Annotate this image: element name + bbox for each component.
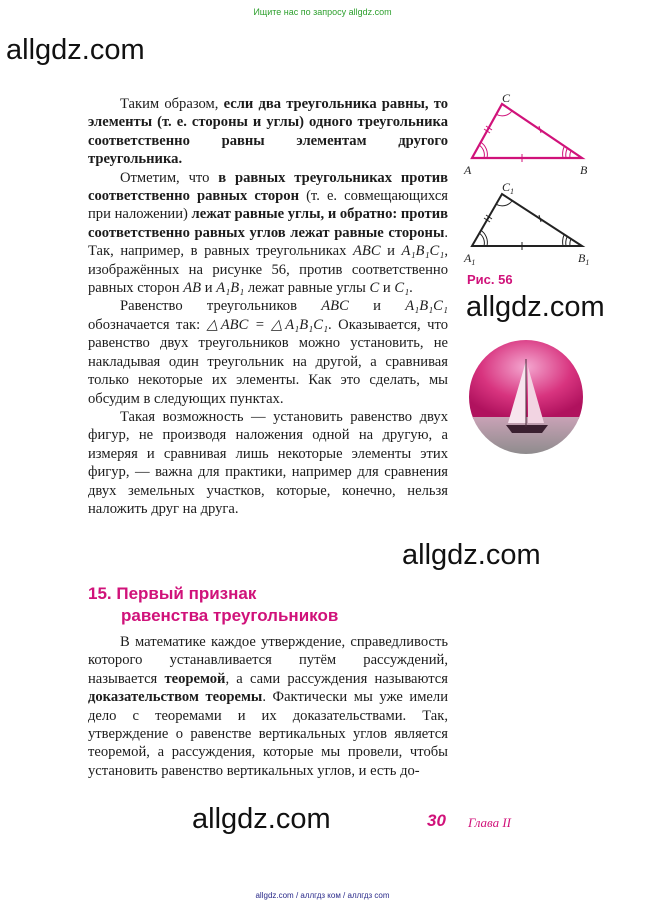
sailboat-photo — [468, 339, 584, 455]
section-title-line2: равенства треугольников — [121, 606, 339, 625]
triangle-abc — [472, 104, 582, 162]
paragraph-4: Такая возможность — установить равенство двух фигур, не производя наложения одной на другую, а измеряя и сравнивая лишь некоторые элементы этих фигур, — важна для практики, например для сравнения двух земельных участков, которые, конечно, нельзя наложить друг на друга. — [88, 408, 448, 517]
triangles-figure — [462, 90, 602, 270]
watermark-bottom: allgdz.com — [192, 803, 331, 835]
section-title-line1: Первый признак — [116, 584, 257, 603]
paragraph-2: Отметим, что в равных треугольниках против соответственно равных сторон (т. е. совмещающихся при наложении) лежат равные углы, и обратно: против соответственно равных углов лежат равные стороны. Так, например, в равных треугольниках ABC и A₁B₁C₁, изображённых на рисунке 56, против соответственно равных сторон AB и A₁B₁ лежат равные углы C и C₁. — [88, 169, 449, 297]
paragraph-1: Таким образом, если два треугольника равны, то элементы (т. е. стороны и углы) одного треугольника соответственно равны элементам другого треугольника. — [88, 96, 448, 168]
label-c: C — [502, 91, 511, 105]
watermark-top-left: allgdz.com — [6, 34, 145, 66]
watermark-middle: allgdz.com — [402, 539, 541, 571]
search-hint-link[interactable]: Ищите нас по запросу allgdz.com — [253, 7, 392, 17]
section-number: 15. — [88, 584, 112, 603]
label-c1: $C_1$ — [502, 180, 515, 196]
triangle-a1b1c1 — [472, 194, 582, 250]
label-b: B — [580, 163, 588, 177]
footer-links[interactable]: allgdz.com / аллгдз ком / аллгдз com — [255, 891, 390, 900]
section-paragraph: В математике каждое утверждение, справедливость которого устанавливается путём рассуждений, называется теоремой, а сами рассуждения называются доказательством теоремы. Фактически мы уже имели дело с теоремами и их доказательствами. Так, утверждение о равенстве вертикальных углов является теоремой, а рассуждения, которые мы провели, чтобы установить равенство вертикальных углов, и есть до- — [88, 634, 448, 779]
label-a1: $A_1$ — [464, 251, 476, 267]
label-b1: $B_1$ — [578, 251, 590, 267]
figure-caption: Рис. 56 — [467, 272, 513, 287]
section-heading — [88, 583, 418, 627]
main-text — [88, 95, 448, 518]
paragraph-3: Равенство треугольников ABC и A₁B₁C₁ обозначается так: △ABC = △A₁B₁C₁. Оказывается, что равенство двух треугольников можно установить, не накладывая один треугольник на другой, а сравнивая только некоторые их элементы. Как это сделать, мы обсудим в следующих пунктах. — [88, 298, 448, 407]
label-a: A — [464, 163, 472, 177]
page-number: 30 — [427, 811, 446, 830]
chapter-label: Глава II — [468, 815, 511, 830]
watermark-right: allgdz.com — [466, 291, 605, 323]
section-text — [88, 633, 448, 780]
